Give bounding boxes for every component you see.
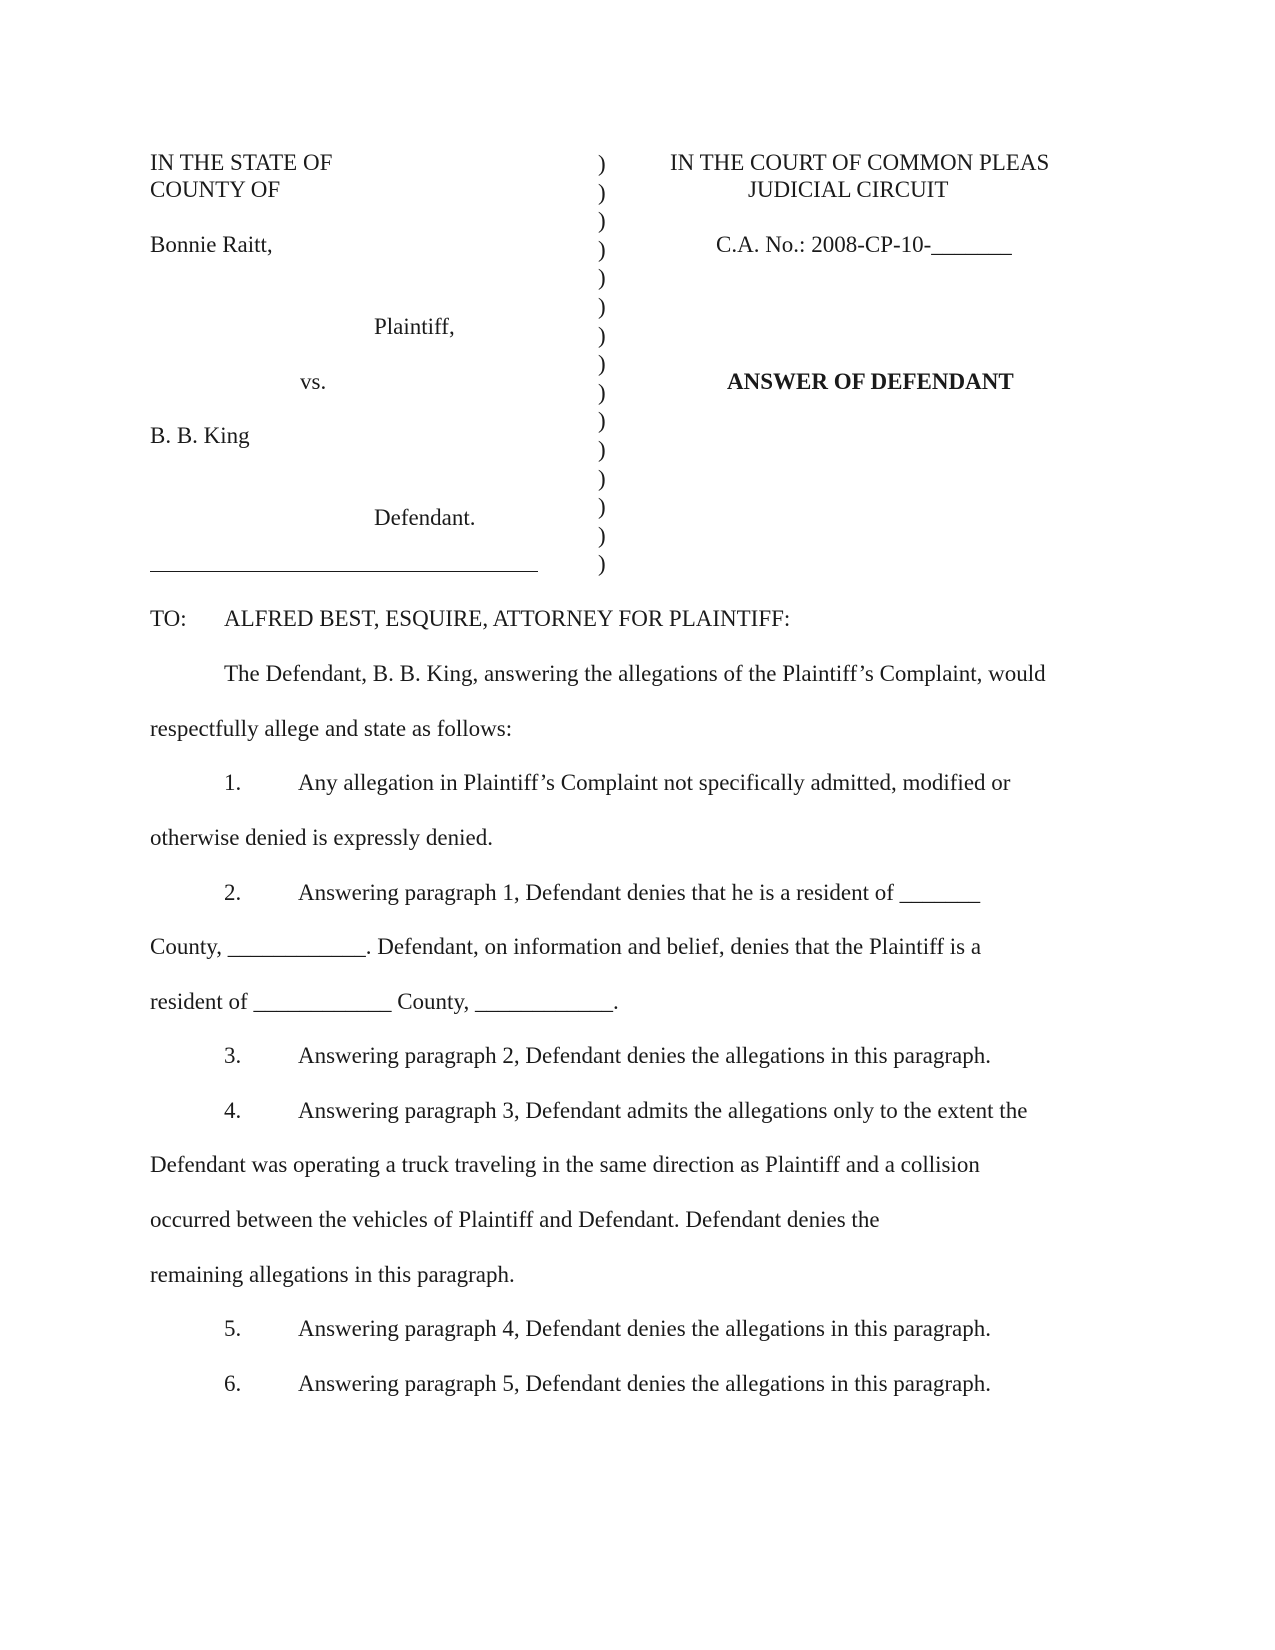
state-line: IN THE STATE OF [150,150,333,175]
paragraph-number: 6. [224,1371,242,1396]
versus-label: vs. [300,369,327,394]
caption-parentheses [598,150,618,579]
paragraph-number: 2. [224,880,242,905]
paragraph-number: 1. [224,770,242,795]
paragraph-line: otherwise denied is expressly denied. [150,825,493,850]
paren: ) [598,208,606,234]
paragraph-number: 4. [224,1098,242,1123]
plaintiff-label: Plaintiff, [374,314,455,339]
paren: ) [598,265,606,291]
paren: ) [598,522,606,548]
paren: ) [598,494,606,520]
paragraph-line: Answering paragraph 2, Defendant denies the allegations in this paragraph. [298,1043,991,1068]
paren: ) [598,179,606,205]
to-label: TO: [150,606,187,631]
court-line: IN THE COURT OF COMMON PLEAS [670,150,1050,175]
paren: ) [598,436,606,462]
paragraph-line: remaining allegations in this paragraph. [150,1262,515,1287]
paragraph-line: resident of ____________ County, ____________. [150,989,619,1014]
case-caption [150,150,1130,590]
paragraph-number: 5. [224,1316,242,1341]
paren: ) [598,379,606,405]
circuit-line: JUDICIAL CIRCUIT [748,177,949,202]
paren: ) [598,151,606,176]
document-title: ANSWER OF DEFENDANT [727,369,1014,394]
paragraph-line: County, ____________. Defendant, on information and belief, denies that the Plaintiff is a [150,934,982,959]
paragraph-number: 3. [224,1043,242,1068]
paragraph-line: Any allegation in Plaintiff’s Complaint not specifically admitted, modified or [298,770,1011,795]
paren: ) [598,465,606,491]
intro-line: The Defendant, B. B. King, answering the allegations of the Plaintiff’s Complaint, would [224,661,1046,686]
paren: ) [598,236,606,262]
intro-line: respectfully allege and state as follows: [150,716,513,741]
paragraph-line: Answering paragraph 3, Defendant admits the allegations only to the extent the [298,1098,1028,1123]
paragraph-line: Defendant was operating a truck traveling in the same direction as Plaintiff and a collision [150,1152,980,1177]
paragraph-line: occurred between the vehicles of Plaintiff and Defendant. Defendant denies the [150,1207,880,1232]
paragraph-line: Answering paragraph 4, Defendant denies the allegations in this paragraph. [298,1316,991,1341]
defendant-label: Defendant. [374,505,476,530]
paren: ) [598,322,606,348]
paragraph-line: Answering paragraph 1, Defendant denies that he is a resident of _______ [298,880,981,905]
paren: ) [598,408,606,434]
paren: ) [598,293,606,319]
defendant-name: B. B. King [150,423,250,448]
paragraph-line: Answering paragraph 5, Defendant denies the allegations in this paragraph. [298,1371,991,1396]
plaintiff-name: Bonnie Raitt, [150,232,273,257]
case-number: C.A. No.: 2008-CP-10-_______ [716,232,1012,257]
county-line: COUNTY OF [150,177,281,202]
paren: ) [598,351,606,377]
paren: ) [598,551,606,577]
caption-signature-line [150,571,538,572]
to-recipient: ALFRED BEST, ESQUIRE, ATTORNEY FOR PLAINTIFF: [224,606,791,631]
